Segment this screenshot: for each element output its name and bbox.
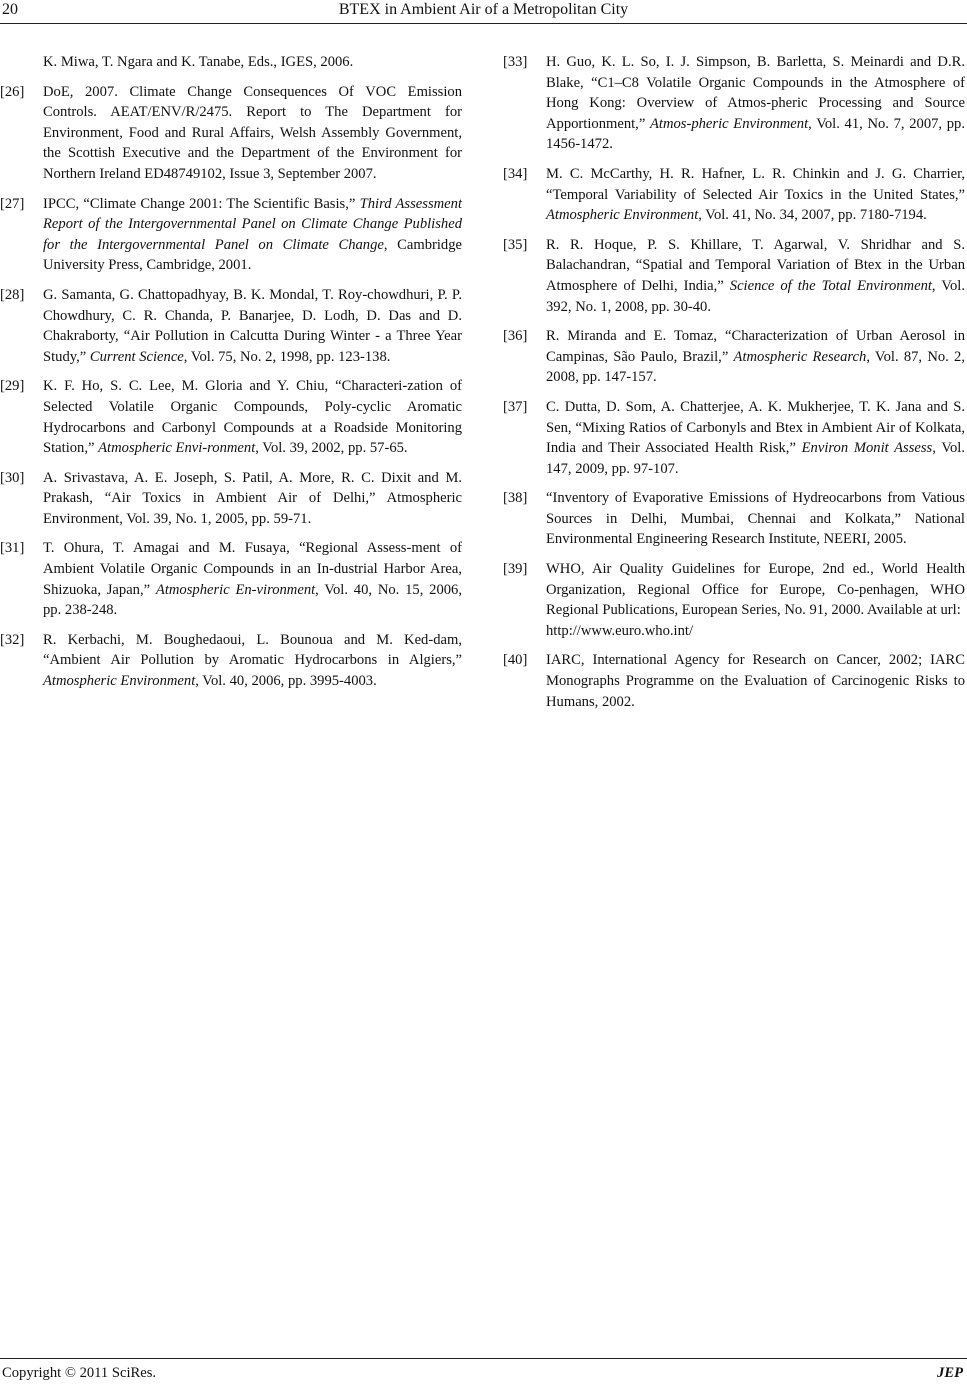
reference-details: , Vol. 392, No. 1, 2008, pp. 30-40. xyxy=(546,277,965,315)
reference-number: [36] xyxy=(503,328,528,345)
reference-source: Atmospheric Environment xyxy=(43,673,196,690)
reference-source: Atmospheric Research xyxy=(733,348,867,365)
reference-text: G. Samanta, G. Chattopadhyay, B. K. Mondal, T. Roy-chowdhuri, P. P. Chowdhury, C. R. Chanda, P. Banarjee, D. Lodh, D. Das and D. Chakraborty, “Air Pollution in Calcutta During Winter - a Three Year Study,” xyxy=(43,286,462,365)
reference-28 xyxy=(0,285,462,367)
page-number: 20 xyxy=(2,1,18,18)
reference-number: [29] xyxy=(0,378,25,395)
reference-url[interactable]: http://www.euro.who.int/ xyxy=(546,622,694,639)
reference-details: , Vol. 40, 2006, pp. 3995-4003. xyxy=(195,673,377,690)
reference-details: , Vol. 41, No. 7, 2007, pp. 1456-1472. xyxy=(546,115,965,153)
reference-number: [32] xyxy=(0,631,25,648)
reference-details: , Vol. 87, No. 2, 2008, pp. 147-157. xyxy=(546,348,965,386)
reference-text: K. F. Ho, S. C. Lee, M. Gloria and Y. Chiu, “Characteri-zation of Selected Volatile Organic Compounds, Poly-cyclic Aromatic Hydrocarbons and Carbonyl Compounds at a Roadside Monitoring Station,” xyxy=(43,378,462,457)
reference-number: [33] xyxy=(503,54,528,70)
reference-37 xyxy=(503,397,965,479)
reference-details: , Vol. 75, No. 2, 1998, pp. 123-138. xyxy=(183,348,391,365)
reference-source: Science of the Total Environment xyxy=(729,277,932,294)
reference-text: A. Srivastava, A. E. Joseph, S. Patil, A. More, R. C. Dixit and M. Prakash, “Air Toxics in Ambient Air of Delhi,” Atmospheric Environment, Vol. 39, No. 1, 2005, pp. 59-71. xyxy=(43,469,462,527)
reference-source: Current Science xyxy=(89,348,184,365)
reference-number: [39] xyxy=(503,561,528,578)
reference-number: [34] xyxy=(503,165,528,182)
reference-details: , Vol. 41, No. 34, 2007, pp. 7180-7194. xyxy=(698,207,927,224)
reference-29 xyxy=(0,376,462,458)
reference-35 xyxy=(503,235,965,317)
reference-details: , Vol. 39, 2002, pp. 57-65. xyxy=(255,440,408,457)
reference-33 xyxy=(503,52,965,155)
reference-27 xyxy=(0,194,462,276)
reference-32 xyxy=(0,630,462,692)
reference-text: H. Guo, K. L. So, I. J. Simpson, B. Barletta, S. Meinardi and D.R. Blake, “C1–C8 Volatile Organic Compounds in the Atmosphere of Hong Kong: Overview of Atmos-pheric Processing and Source Apportionment,” xyxy=(546,54,965,132)
reference-number: [38] xyxy=(503,490,528,507)
page-header xyxy=(0,0,967,24)
reference-source: Atmospheric Envi-ronment xyxy=(98,440,256,457)
reference-source: Atmospheric En-vironment xyxy=(155,581,316,598)
reference-text: C. Dutta, D. Som, A. Chatterjee, A. K. Mukherjee, T. K. Jana and S. Sen, “Mixing Ratios of Carbonyls and Btex in Ambient Air of Kolkata, India and Their Associated Health Risk,” xyxy=(546,398,965,457)
reference-number: [35] xyxy=(503,236,528,253)
reference-text: WHO, Air Quality Guidelines for Europe, 2nd ed., World Health Organization, Regional Office for Europe, Co-penhagen, WHO Regional Publications, European Series, No. 91, 2000. Available at url: xyxy=(546,561,965,619)
reference-text: R. Kerbachi, M. Boughedaoui, L. Bounoua and M. Ked-dam, “Ambient Air Pollution by Aromatic Hydrocarbons in Algiers,” xyxy=(43,631,462,669)
reference-text: IPCC, “Climate Change 2001: The Scientific Basis,” xyxy=(43,195,360,212)
reference-text: M. C. McCarthy, H. R. Hafner, L. R. Chinkin and J. G. Charrier, “Temporal Variability of Selected Air Toxics in the United States,” xyxy=(546,165,965,203)
reference-source: Atmospheric Environment xyxy=(546,207,699,224)
reference-details: , Vol. 40, No. 15, 2006, pp. 238-248. xyxy=(43,581,462,619)
reference-details: , Cambridge University Press, Cambridge, 2001. xyxy=(43,236,462,274)
reference-number: [27] xyxy=(0,195,25,212)
page-footer xyxy=(0,1358,967,1386)
reference-text: R. Miranda and E. Tomaz, “Characterization of Urban Aerosol in Campinas, São Paulo, Brazil,” xyxy=(546,328,965,365)
running-title: BTEX in Ambient Air of a Metropolitan City xyxy=(338,1,629,18)
reference-source: Third Assessment Report of the Intergovernmental Panel on Climate Change Published for the Intergovernmental Panel on Climate Change xyxy=(43,195,462,253)
reference-40 xyxy=(503,650,965,712)
reference-31 xyxy=(0,538,462,620)
reference-number: [26] xyxy=(0,83,25,100)
reference-text: R. R. Hoque, P. S. Khillare, T. Agarwal, V. Shridhar and S. Balachandran, “Spatial and Temporal Variation of Btex in the Urban Atmosphere of Delhi, India,” xyxy=(546,236,965,294)
reference-text: T. Ohura, T. Amagai and M. Fusaya, “Regional Assess-ment of Ambient Volatile Organic Compounds in an In-dustrial Harbor Area, Shizuoka, Japan,” xyxy=(43,540,462,598)
journal-abbreviation: JEP xyxy=(937,1365,963,1381)
reference-34 xyxy=(503,164,965,226)
reference-details: , Vol. 147, 2009, pp. 97-107. xyxy=(546,440,965,477)
reference-source: Environ Monit Assess xyxy=(801,440,933,457)
reference-continuation: K. Miwa, T. Ngara and K. Tanabe, Eds., IGES, 2006. xyxy=(43,54,354,70)
reference-36 xyxy=(503,326,965,388)
reference-text: “Inventory of Evaporative Emissions of Hydreocarbons from Vatious Sources in Delhi, Mumbai, Chennai and Kolkata,” National Environmental Engineering Research Institute, NEERI, 2005. xyxy=(546,490,965,548)
left-column xyxy=(0,52,462,701)
reference-number: [40] xyxy=(503,652,528,669)
reference-30 xyxy=(0,468,462,530)
footer-rule xyxy=(0,1358,967,1359)
header-rule xyxy=(0,23,967,24)
reference-source: Atmos-pheric Environment xyxy=(649,115,809,132)
reference-38 xyxy=(503,488,965,550)
reference-26 xyxy=(0,82,462,185)
reference-39 xyxy=(503,559,965,641)
reference-number: [30] xyxy=(0,469,25,486)
reference-text: DoE, 2007. Climate Change Consequences Of VOC Emission Controls. AEAT/ENV/R/2475. Report to The Department for Environment, Food and Rural Affairs, Welsh Assembly Government, the Scottish Executive and the Department of the Environment for Northern Ireland ED48749102, Issue 3, September 2007. xyxy=(43,83,462,182)
reference-number: [31] xyxy=(0,540,25,557)
copyright-notice: Copyright © 2011 SciRes. xyxy=(2,1365,157,1381)
right-column xyxy=(503,52,965,721)
reference-number: [28] xyxy=(0,286,25,303)
reference-number: [37] xyxy=(503,398,528,415)
reference-text: IARC, International Agency for Research on Cancer, 2002; IARC Monographs Programme on the Evaluation of Carcinogenic Risks to Humans, 2002. xyxy=(546,652,965,710)
